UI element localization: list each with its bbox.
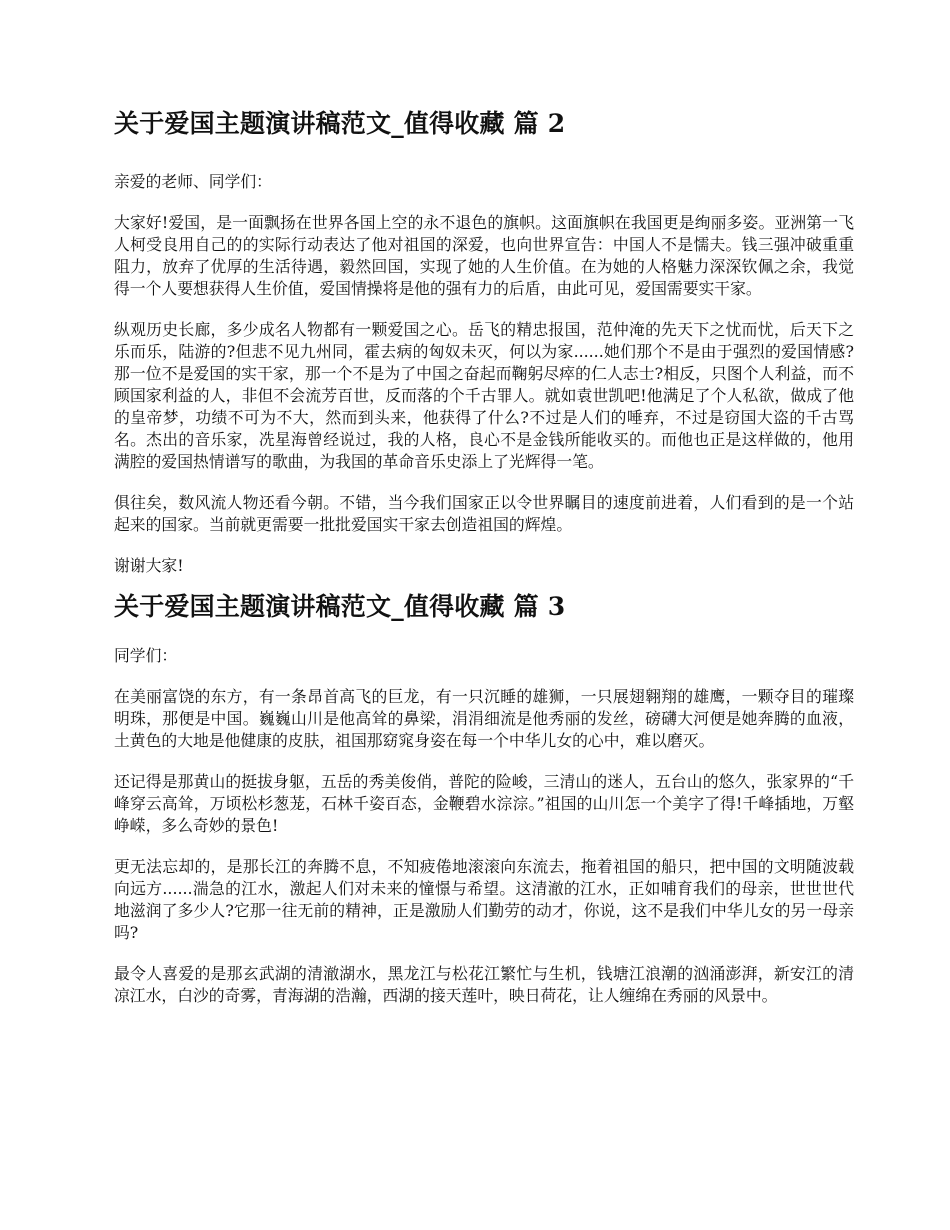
section-2-heading: 关于爱国主题演讲稿范文_值得收藏 篇 2 — [114, 109, 566, 138]
section-2-closing: 谢谢大家! — [114, 555, 184, 575]
section-3-paragraph-3: 更无法忘却的，是那长江的奔腾不息，不知疲倦地滚滚向东流去，拖着祖国的船只，把中国的文明随波载向远方......湍急的江水，激起人们对未来的憧憬与希望。这清澈的江水，正如哺育我们的母亲，世世世代地滋润了多少人?它那一往无前的精神，正是激励人们勤劳的动才，你说，这不是我们中华儿女的另一母亲吗? — [114, 857, 854, 942]
section-3-heading: 关于爱国主题演讲稿范文_值得收藏 篇 3 — [114, 591, 566, 621]
document-page — [114, 108, 854, 1007]
section-2-salutation: 亲爱的老师、同学们： — [114, 171, 272, 191]
section-3-salutation: 同学们： — [114, 646, 178, 665]
section-2-paragraph-3: 俱往矣，数风流人物还看今朝。不错，当今我们国家正以令世界瞩目的速度前进着，人们看到的是一个站起来的国家。当前就更需要一批批爱国实干家去创造祖国的辉煌。 — [114, 492, 854, 534]
section-3-paragraph-2: 还记得是那黄山的挺拔身躯，五岳的秀美俊俏，普陀的险峻，三清山的迷人，五台山的悠久，张家界的“千峰穿云高耸，万顷松杉葱茏，石林千姿百态，金鞭碧水淙淙。”祖国的山川怎一个美字了得!千峰插地，万壑峥嵘，多么奇妙的景色! — [114, 772, 854, 835]
section-3-paragraph-1: 在美丽富饶的东方，有一条昂首高飞的巨龙，有一只沉睡的雄狮，一只展翅翱翔的雄鹰，一颗夺目的璀璨明珠，那便是中国。巍巍山川是他高耸的鼻梁，涓涓细流是他秀丽的发丝，磅礴大河便是她奔腾的血液，土黄色的大地是他健康的皮肤，祖国那窈窕身姿在每一个中华儿女的心中，难以磨灭。 — [114, 687, 854, 750]
section-2-paragraph-2: 纵观历史长廊，多少成名人物都有一颗爱国之心。岳飞的精忠报国，范仲淹的先天下之忧而忧，后天下之乐而乐，陆游的?但悲不见九州同，霍去病的匈奴未灭，何以为家......她们那个不是由于强烈的爱国情感?那一位不是爱国的实干家，那一个不是为了中国之奋起而鞠躬尽瘁的仁人志士?相反，只图个人利益，而不顾国家利益的人，非但不会流芳百世，反而落的个千古罪人。就如袁世凯吧!他满足了个人私欲，做成了他的皇帝梦，功绩不可为不大，然而到头来，他获得了什么?不过是人们的唾弃，不过是窃国大盗的千古骂名。杰出的音乐家，冼星海曾经说过，我的人格，良心不是金钱所能收买的。而他也正是这样做的，他用满腔的爱国热情谱写的歌曲，为我国的革命音乐史添上了光辉得一笔。 — [114, 319, 854, 471]
section-3-paragraph-4: 最令人喜爱的是那玄武湖的清澈湖水，黑龙江与松花江繁忙与生机，钱塘江浪潮的汹涌澎湃，新安江的清凉江水，白沙的奇雾，青海湖的浩瀚，西湖的接天莲叶，映日荷花，让人缠绵在秀丽的风景中。 — [114, 964, 854, 1005]
section-2-paragraph-1: 大家好!爱国，是一面飘扬在世界各国上空的永不退色的旗帜。这面旗帜在我国更是绚丽多姿。亚洲第一飞人柯受良用自己的的实际行动表达了他对祖国的深爱，也向世界宣告：中国人不是懦夫。钱三强冲破重重阻力，放弃了优厚的生活待遇，毅然回国，实现了她的人生价值。在为她的人格魅力深深钦佩之余，我觉得一个人要想获得人生价值，爱国情操将是他的强有力的后盾，由此可见，爱国需要实干家。 — [114, 212, 854, 298]
